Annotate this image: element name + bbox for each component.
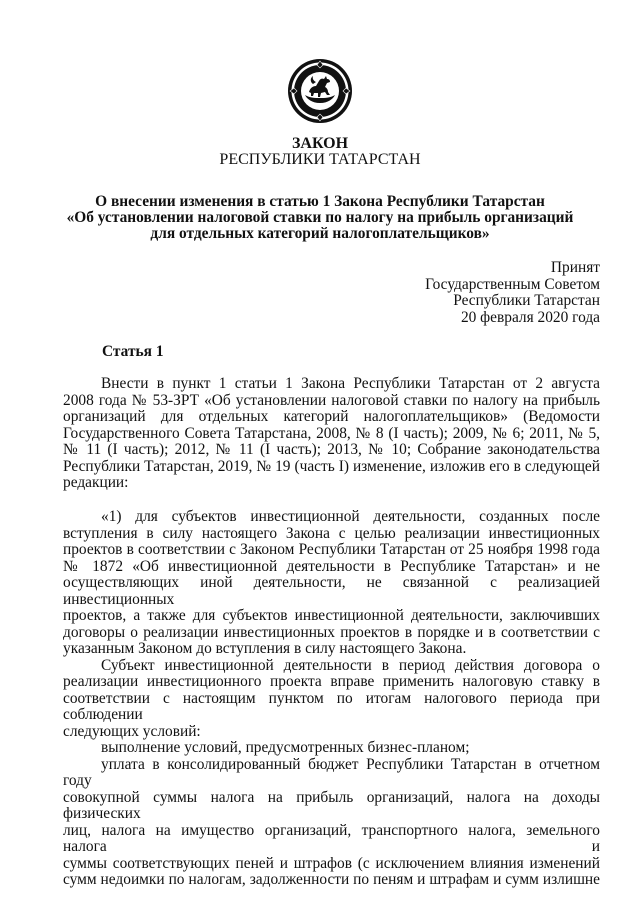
text-line: Внести в пункт 1 статьи 1 Закона Республики Татарстан от 2 августа xyxy=(101,375,600,392)
text-line: 2008 года № 53-ЗРТ «Об установлении налоговой ставки по налогу на прибыль xyxy=(63,391,600,409)
adopted-date: 20 февраля 2020 года xyxy=(460,308,600,326)
text-line: совокупной суммы налога на прибыль организаций, налога на доходы физических xyxy=(63,788,600,822)
text-line: лиц, налога на имущество организаций, транспортного налога, земельного налога и xyxy=(63,821,600,855)
text-line: реализации инвестиционного проекта вправе применить налоговую ставку в xyxy=(63,673,600,690)
text-line: уплата в консолидированный бюджет Республики Татарстан в отчетном году xyxy=(63,755,600,789)
text-line: проектов в соответствии с Законом Республики Татарстан от 25 ноября 1998 года xyxy=(63,541,600,558)
text-line: № 1872 «Об инвестиционной деятельности в Республике Татарстан» и не xyxy=(63,557,600,575)
text-line: договоры о реализации инвестиционных проектов в порядке и в соответствии с xyxy=(63,623,600,641)
text-line: вступления в силу настоящего Закона с целью реализации инвестиционных xyxy=(63,524,600,542)
text-line: Республики Татарстан, 2019, № 19 (часть I) изменение, изложив его в следующей xyxy=(63,457,600,475)
republic-title: РЕСПУБЛИКИ ТАТАРСТАН xyxy=(219,151,421,168)
text-line: редакции: xyxy=(63,474,129,491)
text-line: следующих условий: xyxy=(63,722,201,740)
adopted-line-1: Принят xyxy=(550,259,600,276)
tatarstan-emblem-icon xyxy=(287,58,353,124)
text-line: суммы соответствующих пеней и штрафов (с исключением влияния изменений xyxy=(63,854,600,872)
text-line: осуществляющих иной деятельности, не связанной с реализацией инвестиционных xyxy=(63,574,600,608)
text-line: № 11 (I часть); 2012, № 11 (I часть); 2013, № 10; Собрание законодательства xyxy=(63,441,600,458)
subject-line-1: О внесении изменения в статью 1 Закона Республики Татарстан xyxy=(95,193,545,210)
text-line: Субъект инвестиционной деятельности в период действия договора о xyxy=(101,656,600,674)
text-line: выполнение условий, предусмотренных бизнес-планом; xyxy=(101,739,470,756)
subject-line-3: для отдельных категорий налогоплательщиков» xyxy=(150,225,490,242)
paragraph-2 xyxy=(63,509,600,889)
text-line: указанным Законом до вступления в силу настоящего Закона. xyxy=(63,640,467,657)
adoption-block xyxy=(425,260,600,326)
subject-line-2: «Об установлении налоговой ставки по налогу на прибыль организаций xyxy=(66,209,574,226)
text-line: организаций для отдельных категорий налогоплательщиков» (Ведомости xyxy=(63,408,600,425)
article-title: Статья 1 xyxy=(102,343,164,360)
law-title: ЗАКОН xyxy=(291,135,349,152)
text-line: соответствии с настоящим пунктом по итогам налогового периода при соблюдении xyxy=(63,689,600,723)
text-line: «1) для субъектов инвестиционной деятельности, созданных после xyxy=(101,508,600,525)
text-line: проектов, а также для субъектов инвестиционной деятельности, заключивших xyxy=(63,607,600,624)
adopted-line-2: Государственным Советом xyxy=(425,275,600,293)
text-line: Государственного Совета Татарстана, 2008, № 8 (I часть); 2009, № 6; 2011, № 5, xyxy=(63,424,600,442)
text-line: сумм недоимки по налогам, задолженности по пеням и штрафам и сумм излишне xyxy=(63,871,600,888)
paragraph-1 xyxy=(63,376,600,492)
adopted-line-3: Республики Татарстан xyxy=(453,292,600,309)
